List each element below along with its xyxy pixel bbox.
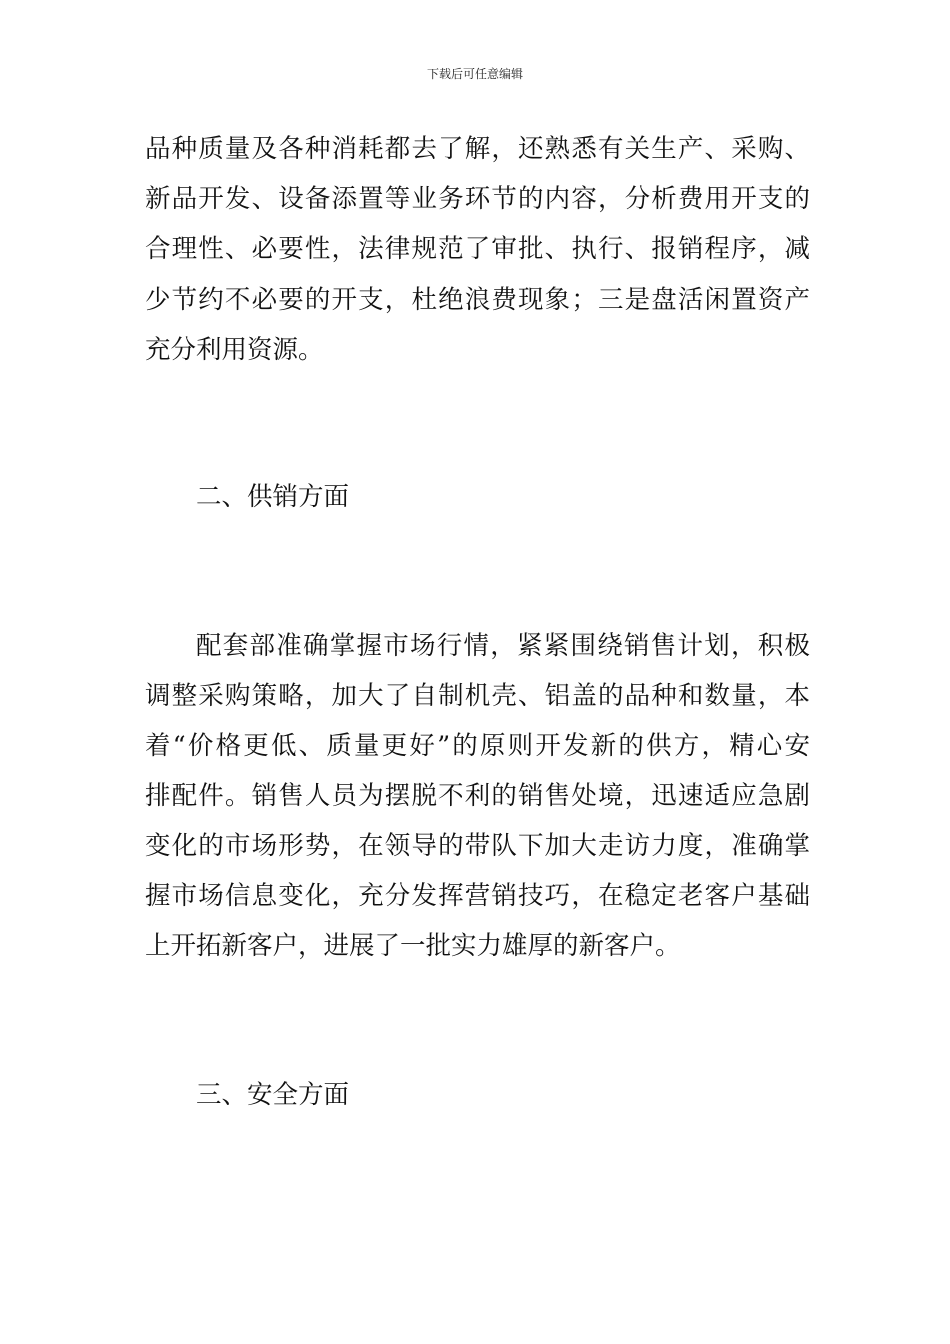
text-line: 握市场信息变化，充分发挥营销技巧，在稳定老客户基础	[145, 881, 810, 911]
section-heading-safety: 三、安全方面	[196, 1080, 350, 1110]
text-line: 配套部准确掌握市场行情，紧紧围绕销售计划，积极	[196, 631, 810, 661]
text-line: 排配件。销售人员为摆脱不利的销售处境，迅速适应急剧	[145, 781, 810, 811]
text-line: 调整采购策略，加大了自制机壳、铝盖的品种和数量，本	[145, 681, 810, 711]
page-header: 下载后可任意编辑	[426, 67, 523, 81]
text-line: 上开拓新客户，进展了一批实力雄厚的新客户。	[145, 931, 681, 961]
section-heading-supply-sales: 二、供销方面	[196, 482, 350, 512]
text-line: 合理性、必要性，法律规范了审批、执行、报销程序，减	[145, 234, 810, 264]
text-line: 品种质量及各种消耗都去了解，还熟悉有关生产、采购、	[145, 134, 810, 164]
text-line: 新品开发、设备添置等业务环节的内容，分析费用开支的	[145, 184, 810, 214]
text-line: 变化的市场形势，在领导的带队下加大走访力度，准确掌	[145, 831, 810, 861]
text-line: 少节约不必要的开支，杜绝浪费现象；三是盘活闲置资产	[145, 285, 810, 315]
text-line: 着“价格更低、质量更好”的原则开发新的供方，精心安	[145, 731, 810, 761]
text-line: 充分利用资源。	[145, 335, 324, 365]
